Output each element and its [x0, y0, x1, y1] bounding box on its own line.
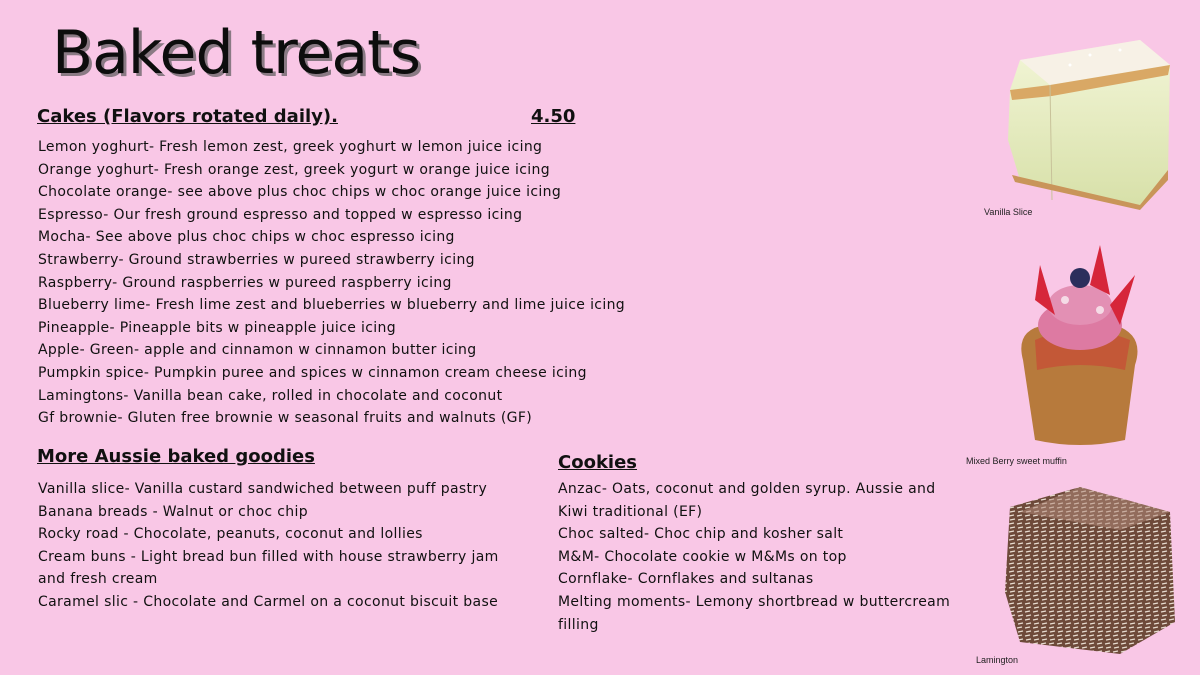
- list-item: Rocky road - Chocolate, peanuts, coconut and lollies: [38, 526, 423, 543]
- lamington-image: [1000, 482, 1180, 657]
- list-item: Banana breads - Walnut or choc chip: [38, 503, 308, 520]
- aussie-list: [38, 478, 530, 614]
- muffin-image: [1005, 240, 1155, 450]
- list-item: Apple- Green- apple and cinnamon w cinnamon butter icing: [38, 342, 477, 359]
- list-item: Mocha- See above plus choc chips w choc espresso icing: [38, 229, 455, 246]
- list-item: Lemon yoghurt- Fresh lemon zest, greek yoghurt w lemon juice icing: [38, 139, 543, 155]
- page-title: Baked treats: [52, 18, 420, 88]
- vanilla-slice-image: [990, 30, 1180, 210]
- list-item: Lamingtons- Vanilla bean cake, rolled in chocolate and coconut: [38, 387, 503, 404]
- list-item: Melting moments- Lemony shortbread w buttercream filling: [558, 593, 951, 633]
- list-item: M&M- Chocolate cookie w M&Ms on top: [558, 548, 847, 565]
- list-item: Caramel slic - Chocolate and Carmel on a coconut biscuit base: [38, 593, 499, 610]
- list-item: Cornflake- Cornflakes and sultanas: [558, 571, 814, 588]
- list-item: Orange yoghurt- Fresh orange zest, greek yogurt w orange juice icing: [38, 161, 550, 178]
- cakes-price: 4.50: [531, 106, 576, 127]
- lamington-caption: Lamington: [976, 655, 1019, 665]
- list-item: Anzac- Oats, coconut and golden syrup. Aussie and Kiwi traditional (EF): [558, 481, 936, 520]
- list-item: Strawberry- Ground strawberries w pureed strawberry icing: [38, 251, 475, 268]
- list-item: Raspberry- Ground raspberries w pureed raspberry icing: [38, 274, 452, 291]
- muffin-caption: Mixed Berry sweet muffin: [966, 456, 1067, 466]
- vanilla-slice-caption: Vanilla Slice: [984, 207, 1033, 217]
- list-item: Choc salted- Choc chip and kosher salt: [558, 526, 844, 543]
- cakes-heading: Cakes (Flavors rotated daily).: [37, 106, 338, 127]
- list-item: Vanilla slice- Vanilla custard sandwiched between puff pastry: [38, 481, 488, 497]
- list-item: Blueberry lime- Fresh lime zest and blueberries w blueberry and lime juice icing: [38, 297, 626, 314]
- cookies-list: [558, 478, 960, 636]
- cakes-list: [38, 136, 625, 430]
- list-item: Pineapple- Pineapple bits w pineapple juice icing: [38, 319, 396, 336]
- list-item: Chocolate orange- see above plus choc chips w choc orange juice icing: [38, 184, 562, 201]
- aussie-heading: More Aussie baked goodies: [37, 446, 315, 467]
- list-item: Cream buns - Light bread bun filled with house strawberry jam and fresh cream: [38, 548, 499, 588]
- cookies-heading: Cookies: [558, 452, 638, 473]
- list-item: Gf brownie- Gluten free brownie w seasonal fruits and walnuts (GF): [38, 410, 533, 427]
- list-item: Pumpkin spice- Pumpkin puree and spices w cinnamon cream cheese icing: [38, 364, 587, 381]
- list-item: Espresso- Our fresh ground espresso and topped w espresso icing: [38, 206, 523, 223]
